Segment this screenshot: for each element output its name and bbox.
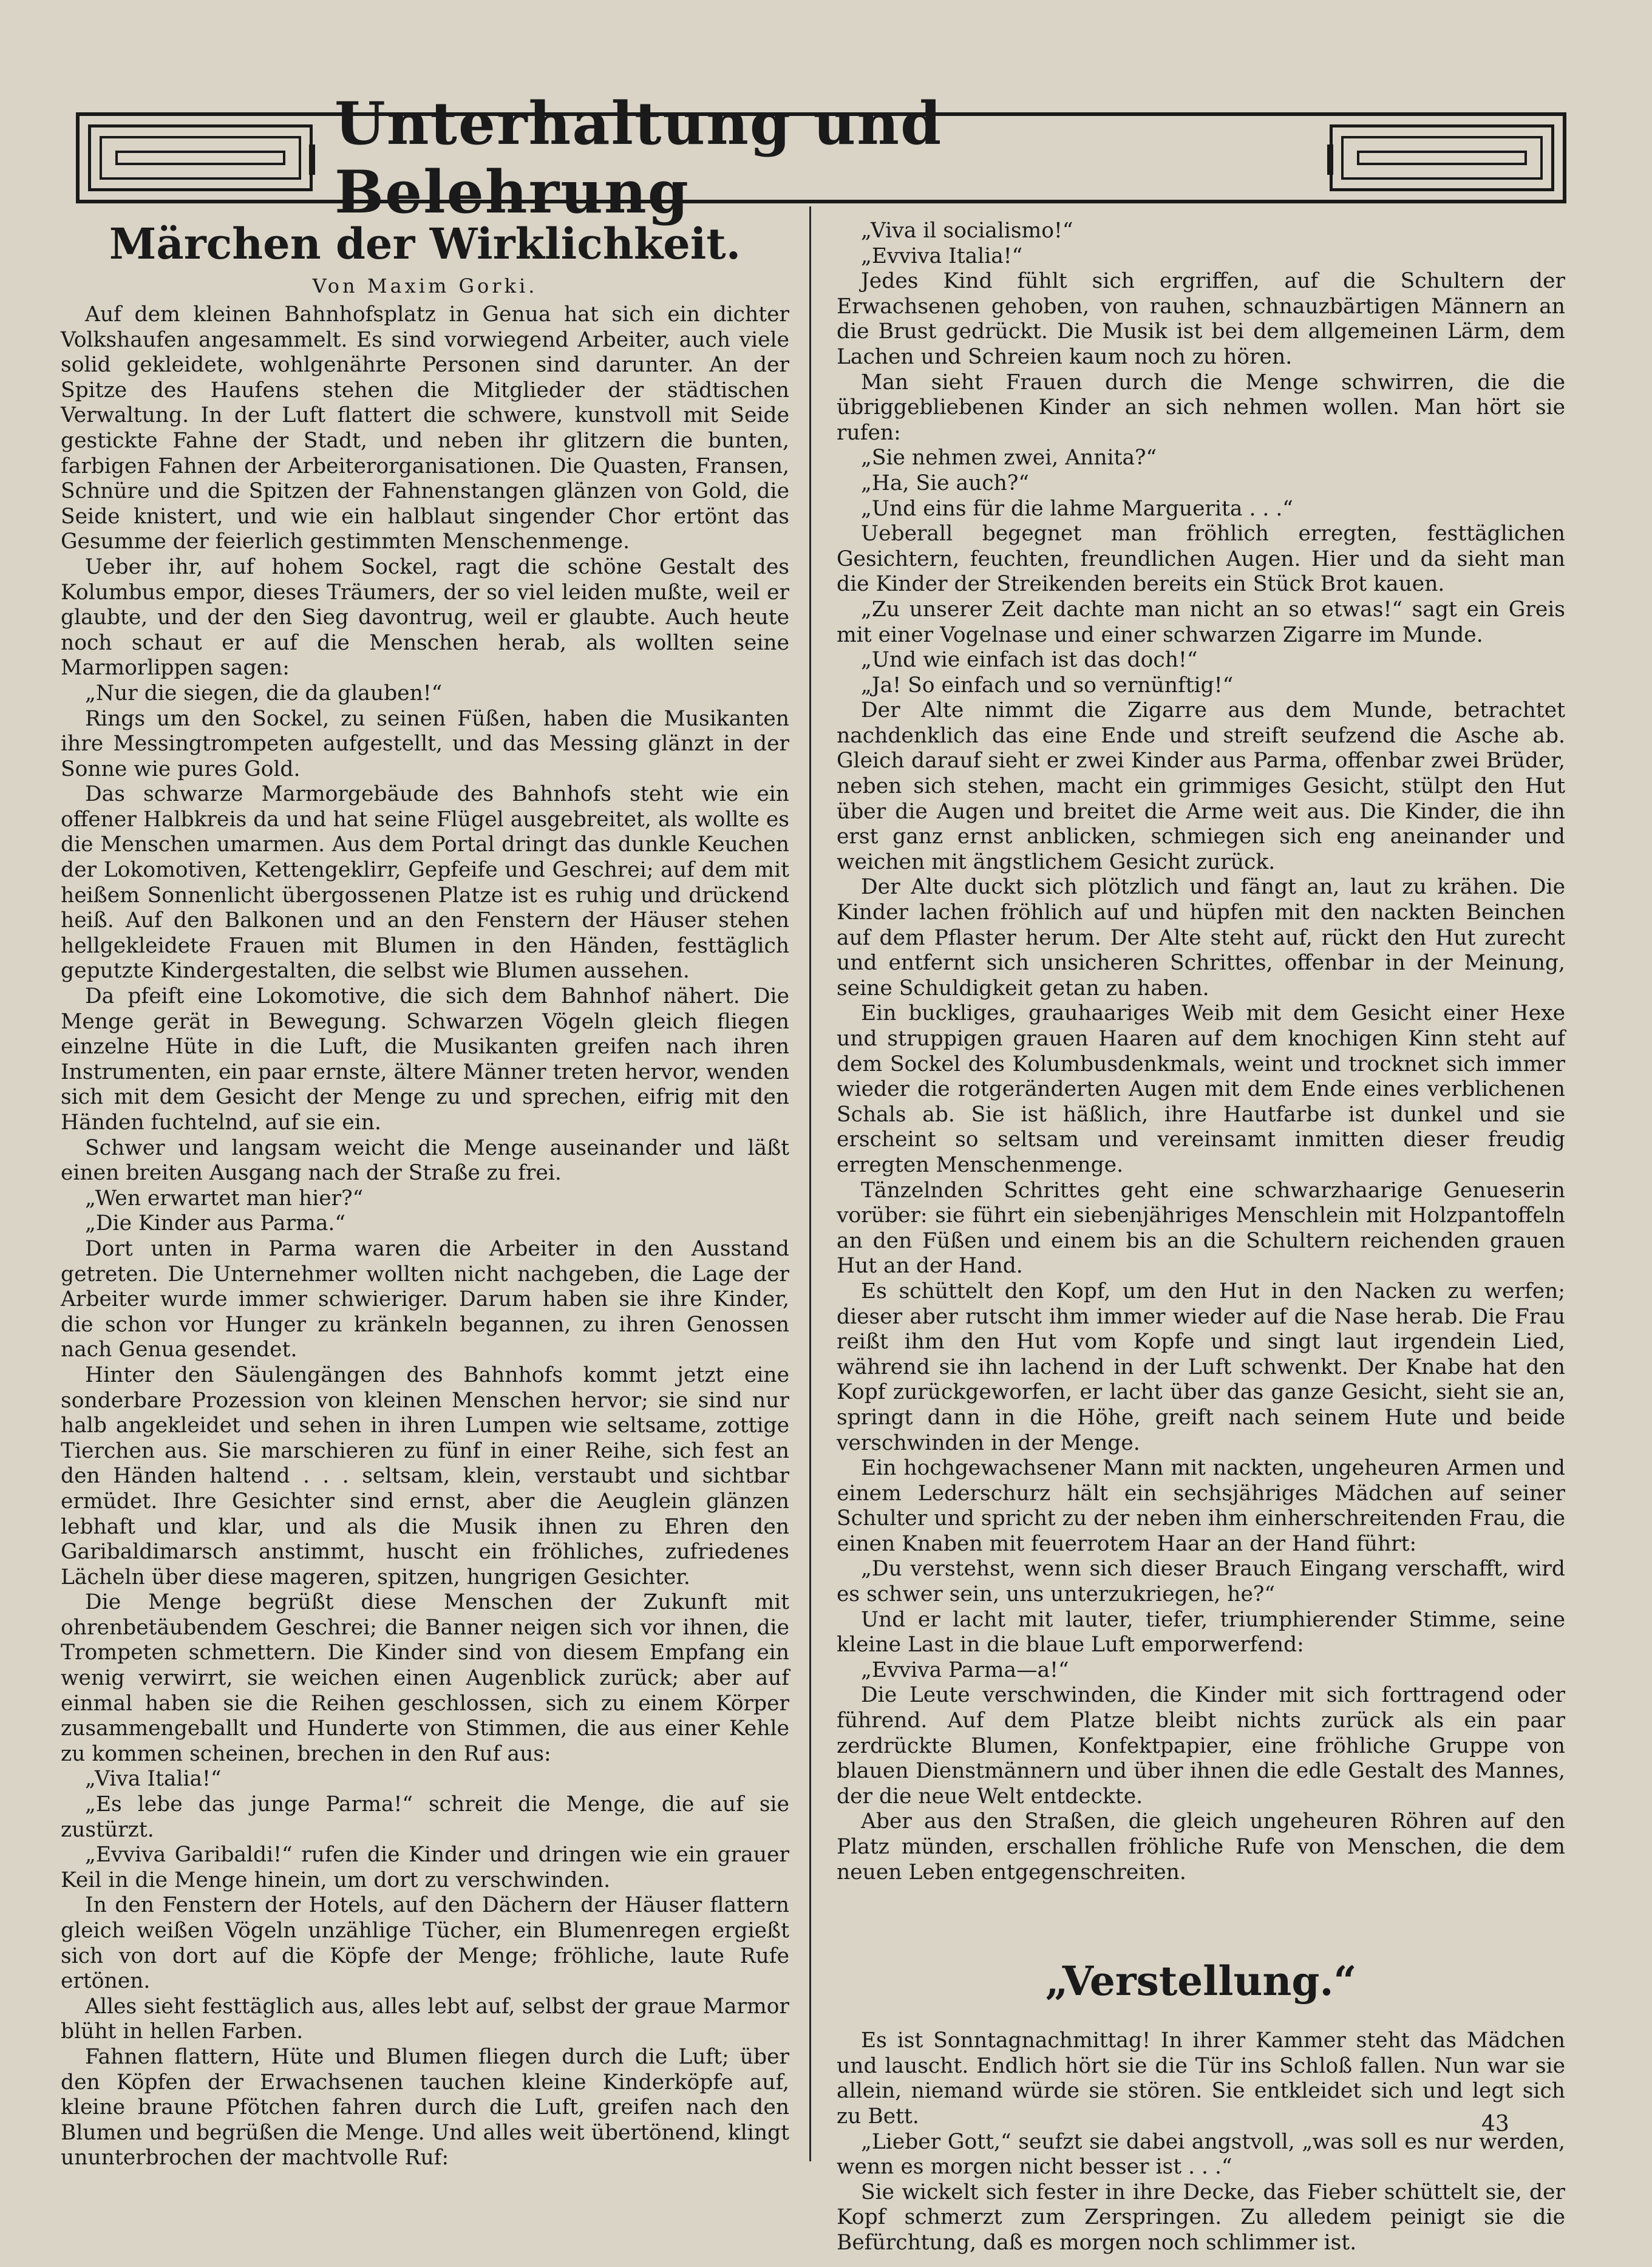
paragraph: „Und eins für die lahme Marguerita . . .“ (861, 496, 1293, 521)
paragraph: „Und wie einfach ist das doch!“ (861, 648, 1198, 673)
paragraph: Tänzelnden Schrittes geht eine schwarzhaarige Genueserin vorüber: sie führt ein siebenjähriges Menschlein mit Holzpantoffeln an den Füßen und einem bis an die Schultern reichenden grauen Hut an der Hand. (837, 1178, 1565, 1279)
paragraph: Alles sieht festtäglich aus, alles lebt auf, selbst der graue Marmor blüht in hellen Farben. (61, 1994, 789, 2044)
section-title: Unterhaltung und Belehrung (335, 89, 943, 226)
column-divider (809, 206, 811, 2161)
paragraph: „Viva Italia!“ (85, 1767, 222, 1792)
paragraph: Der Alte nimmt die Zigarre aus dem Munde, betrachtet nachdenklich das eine Ende und streift seufzend die Asche ab. Gleich darauf sieht er zwei Kinder aus Parma, offenbar zwei Brüder, neben sich stehen, macht ein grimmiges Gesicht, stülpt den Hut über die Augen und breitet die Arme weit aus. Die Kinder, die ihn erst ganz ernst anblicken, schmiegen sich eng aneinander und weichen mit ängstlichem Gesicht zurück. (837, 698, 1565, 874)
paragraph: „Viva il socialismo!“ (861, 219, 1073, 243)
paragraph: „Es lebe das junge Parma!“ schreit die Menge, die auf sie zustürzt. (61, 1792, 789, 1842)
byline: Von Maxim Gorki. (312, 274, 538, 297)
paragraph: „Evviva Parma—a!“ (861, 1657, 1069, 1682)
page-number: 43 (1481, 2112, 1509, 2136)
paragraph: Schwer und langsam weicht die Menge auseinander und läßt einen breiten Ausgang nach der Straße zu frei. (61, 1135, 789, 1186)
paragraph: „Du verstehst, wenn sich dieser Brauch Eingang verschafft, wird es schwer sein, uns unterzukriegen, he?“ (837, 1557, 1565, 1607)
paragraph: Man sieht Frauen durch die Menge schwirren, die die übriggebliebenen Kinder an sich nehmen wollen. Man hört sie rufen: (837, 370, 1565, 445)
paragraph: Dort unten in Parma waren die Arbeiter in den Ausstand getreten. Die Unternehmer wollten nicht nachgeben, die Lage der Arbeiter wurde immer schwieriger. Darum haben sie ihre Kinder, die schon vor Hunger zu kränkeln begannen, zu ihren Genossen nach Genua gesendet. (61, 1236, 789, 1362)
paragraph: „Zu unserer Zeit dachte man nicht an so etwas!“ sagt ein Greis mit einer Vogelnase und einer schwarzen Zigarre im Munde. (837, 597, 1565, 647)
story-title: Märchen der Wirklichkeit. (109, 219, 741, 269)
paragraph: „Wen erwartet man hier?“ (85, 1186, 364, 1211)
paragraph: „Ha, Sie auch?“ (861, 471, 1029, 495)
paragraph: Jedes Kind fühlt sich ergriffen, auf die Schultern der Erwachsenen gehoben, von rauhen, schnauzbärtigen Männern an die Brust gedrückt. Die Musik ist bei dem allgemeinen Lärm, dem Lachen und Schreien kaum noch zu hören. (837, 269, 1565, 369)
paragraph: „Ja! So einfach und so vernünftig!“ (861, 673, 1234, 698)
paragraph: „Sie nehmen zwei, Annita?“ (861, 446, 1157, 471)
paragraph: Es schüttelt den Kopf, um den Hut in den Nacken zu werfen; dieser aber rutscht ihm immer wieder auf die Nase herab. Die Frau reißt ihm den Hut vom Kopfe und singt laut irgendein Lied, während sie ihn lachend in der Luft schwenkt. Der Knabe hat den Kopf zurückgeworfen, er lacht über das ganze Gesicht, sieht sie an, springt dann in die Höhe, greift nach seinem Hute und beide verschwinden in der Menge. (837, 1279, 1565, 1455)
paragraph: „Lieber Gott,“ seufzt sie dabei angstvoll, „was soll es nur werden, wenn es morgen nicht besser ist . . .“ (837, 2129, 1565, 2180)
paragraph: Ein buckliges, grauhaariges Weib mit dem Gesicht einer Hexe und struppigen grauen Haaren auf dem knochigen Kinn steht auf dem Sockel des Kolumbusdenkmals, weint und trocknet sich immer wieder die rotgeränderten Augen mit dem Ende eines verblichenen Schals ab. Sie ist häßlich, ihre Hautfarbe ist dunkel und sie erscheint so seltsam und vereinsamt inmitten dieser freudig erregten Menschenmenge. (837, 1001, 1565, 1177)
left-ornament-icon (88, 124, 313, 191)
paragraph: Auf dem kleinen Bahnhofsplatz in Genua hat sich ein dichter Volkshaufen angesammelt. Es sind vorwiegend Arbeiter, auch viele solid gekleidete, wohlgenährte Personen sind darunter. An der Spitze des Haufens stehen die Mitglieder der städtischen Verwaltung. In der Luft flattert die schwere, kunstvoll mit Seide gestickte Fahne der Stadt, und neben ihr glitzern die bunten, farbigen Fahnen der Arbeiterorganisationen. Die Quasten, Fransen, Schnüre und die Spitzen der Fahnenstangen glänzen von Gold, die Seide knistert, und wie ein halblaut singender Chor ertönt das Gesumme der feierlich gestimmten Menschenmenge. (61, 302, 789, 554)
paragraph: Aber aus den Straßen, die gleich ungeheuren Röhren auf den Platz münden, erschallen fröhliche Rufe von Menschen, die dem neuen Leben entgegenschreiten. (837, 1809, 1565, 1885)
story-title-2: „Verstellung.“ (1045, 1957, 1357, 2005)
right-ornament-icon (1330, 124, 1554, 191)
paragraph: Der Alte duckt sich plötzlich und fängt an, laut zu krähen. Die Kinder lachen fröhlich auf und hüpfen mit den nackten Beinchen auf dem Pflaster herum. Der Alte steht auf, rückt den Hut zurecht und entfernt sich unsicheren Schrittes, offenbar in der Meinung, seine Schuldigkeit getan zu haben. (837, 875, 1565, 1001)
paragraph: Sie wickelt sich fester in ihre Decke, das Fieber schüttelt sie, der Kopf schmerzt zum Zerspringen. Zu alledem peinigt sie die Befürchtung, daß es morgen noch schlimmer ist. (837, 2180, 1565, 2255)
paragraph: Rings um den Sockel, zu seinen Füßen, haben die Musikanten ihre Messingtrompeten aufgestellt, und das Messing glänzt in der Sonne wie pures Gold. (61, 706, 789, 781)
paragraph: Ueberall begegnet man fröhlich erregten, festtäglichen Gesichtern, feuchten, freundlichen Augen. Hier und da sieht man die Kinder der Streikenden bereits ein Stück Brot kauen. (837, 522, 1565, 597)
paragraph: Da pfeift eine Lokomotive, die sich dem Bahnhof nähert. Die Menge gerät in Bewegung. Schwarzen Vögeln gleich fliegen einzelne Hüte in die Luft, die Musikanten greifen nach ihren Instrumenten, ein paar ernste, ältere Männer treten hervor, wenden sich mit dem Gesicht der Menge zu und sprechen, eifrig mit den Händen fuchtelnd, auf sie ein. (61, 984, 789, 1135)
paragraph: Es ist Sonntagnachmittag! In ihrer Kammer steht das Mädchen und lauscht. Endlich hört sie die Tür ins Schloß fallen. Nun war sie allein, niemand würde sie stören. Sie entkleidet sich und legt sich zu Bett. (837, 2028, 1565, 2129)
paragraph: „Evviva Italia!“ (861, 243, 1023, 268)
paragraph: „Nur die siegen, die da glauben!“ (85, 681, 443, 705)
left-column (61, 219, 789, 2171)
paragraph: In den Fenstern der Hotels, auf den Dächern der Häuser flattern gleich weißen Vögeln unzählige Tücher, ein Blumenregen ergießt sich von dort auf die Köpfe der Menge; fröhliche, laute Rufe ertönen. (61, 1893, 789, 1994)
section-header (76, 89, 1566, 226)
paragraph: Die Menge begrüßt diese Menschen der Zukunft mit ohrenbetäubendem Geschrei; die Banner neigen sich vor ihnen, die Trompeten schmettern. Die Kinder sind von diesem Empfang ein wenig verwirrt, sie weichen einen Augenblick zurück; aber auf einmal haben sie die Reihen geschlossen, sich zu einem Körper zusammengeballt und Hunderte von Stimmen, die aus einer Kehle zu kommen scheinen, brechen in den Ruf aus: (61, 1590, 789, 1766)
paragraph: Fahnen flattern, Hüte und Blumen fliegen durch die Luft; über den Köpfen der Erwachsenen tauchen kleine Kinderköpfe auf, kleine braune Pfötchen fahren durch die Luft, greifen nach den Blumen und begrüßen die Menge. Und alles weit übertönend, klingt ununterbrochen der machtvolle Ruf: (61, 2044, 789, 2170)
paragraph: „Die Kinder aus Parma.“ (85, 1211, 346, 1236)
paragraph: Ein hochgewachsener Mann mit nackten, ungeheuren Armen und einem Lederschurz hält ein sechsjähriges Mädchen auf seiner Schulter und spricht zu der neben ihm einherschreitenden Frau, die einen Knaben mit feuerrotem Haar an der Hand führt: (837, 1456, 1565, 1556)
paragraph: „Evviva Garibaldi!“ rufen die Kinder und dringen wie ein grauer Keil in die Menge hinein, um dort zu verschwinden. (61, 1843, 789, 1892)
right-column (837, 219, 1565, 2256)
paragraph: Das schwarze Marmorgebäude des Bahnhofs steht wie ein offener Halbkreis da und hat seine Flügel ausgebreitet, als wollte es die Menschen umarmen. Aus dem Portal dringt das dunkle Keuchen der Lokomotiven, Kettengeklirr, Gepfeife und Geschrei; auf dem mit heißem Sonnenlicht übergossenen Platze ist es ruhig und drückend heiß. Auf den Balkonen und an den Fenstern der Häuser stehen hellgekleidete Frauen mit Blumen in den Händen, festtäglich geputzte Kindergestalten, die selbst wie Blumen aussehen. (61, 782, 789, 984)
paragraph: Ueber ihr, auf hohem Sockel, ragt die schöne Gestalt des Kolumbus empor, dieses Träumers, der so viel leiden mußte, weil er glaubte, und der den Sieg davontrug, weil er glaubte. Auch heute noch schaut er auf die Menschen herab, als wollten seine Marmorlippen sagen: (61, 554, 789, 681)
paragraph: Die Leute verschwinden, die Kinder mit sich forttragend oder führend. Auf dem Platze bleibt nichts zurück als ein paar zerdrückte Blumen, Konfektpapier, eine fröhliche Gruppe von blauen Dienstmännern und über ihnen die edle Gestalt des Mannes, der die neue Welt entdeckte. (837, 1683, 1565, 1809)
paragraph: Hinter den Säulengängen des Bahnhofs kommt jetzt eine sonderbare Prozession von kleinen Menschen hervor; sie sind nur halb angekleidet und sehen in ihren Lumpen wie seltsame, zottige Tierchen aus. Sie marschieren zu fünf in einer Reihe, sich fest an den Händen haltend . . . seltsam, klein, verstaubt und sichtbar ermüdet. Ihre Gesichter sind ernst, aber die Aeuglein glänzen lebhaft und klar, und als die Musik ihnen zu Ehren den Garibaldimarsch anstimmt, huscht ein fröhliches, zufriedenes Lächeln über diese mageren, spitzen, hungrigen Gesichter. (61, 1362, 789, 1589)
paragraph: Und er lacht mit lauter, tiefer, triumphierender Stimme, seine kleine Last in die blaue Luft emporwerfend: (837, 1607, 1565, 1657)
